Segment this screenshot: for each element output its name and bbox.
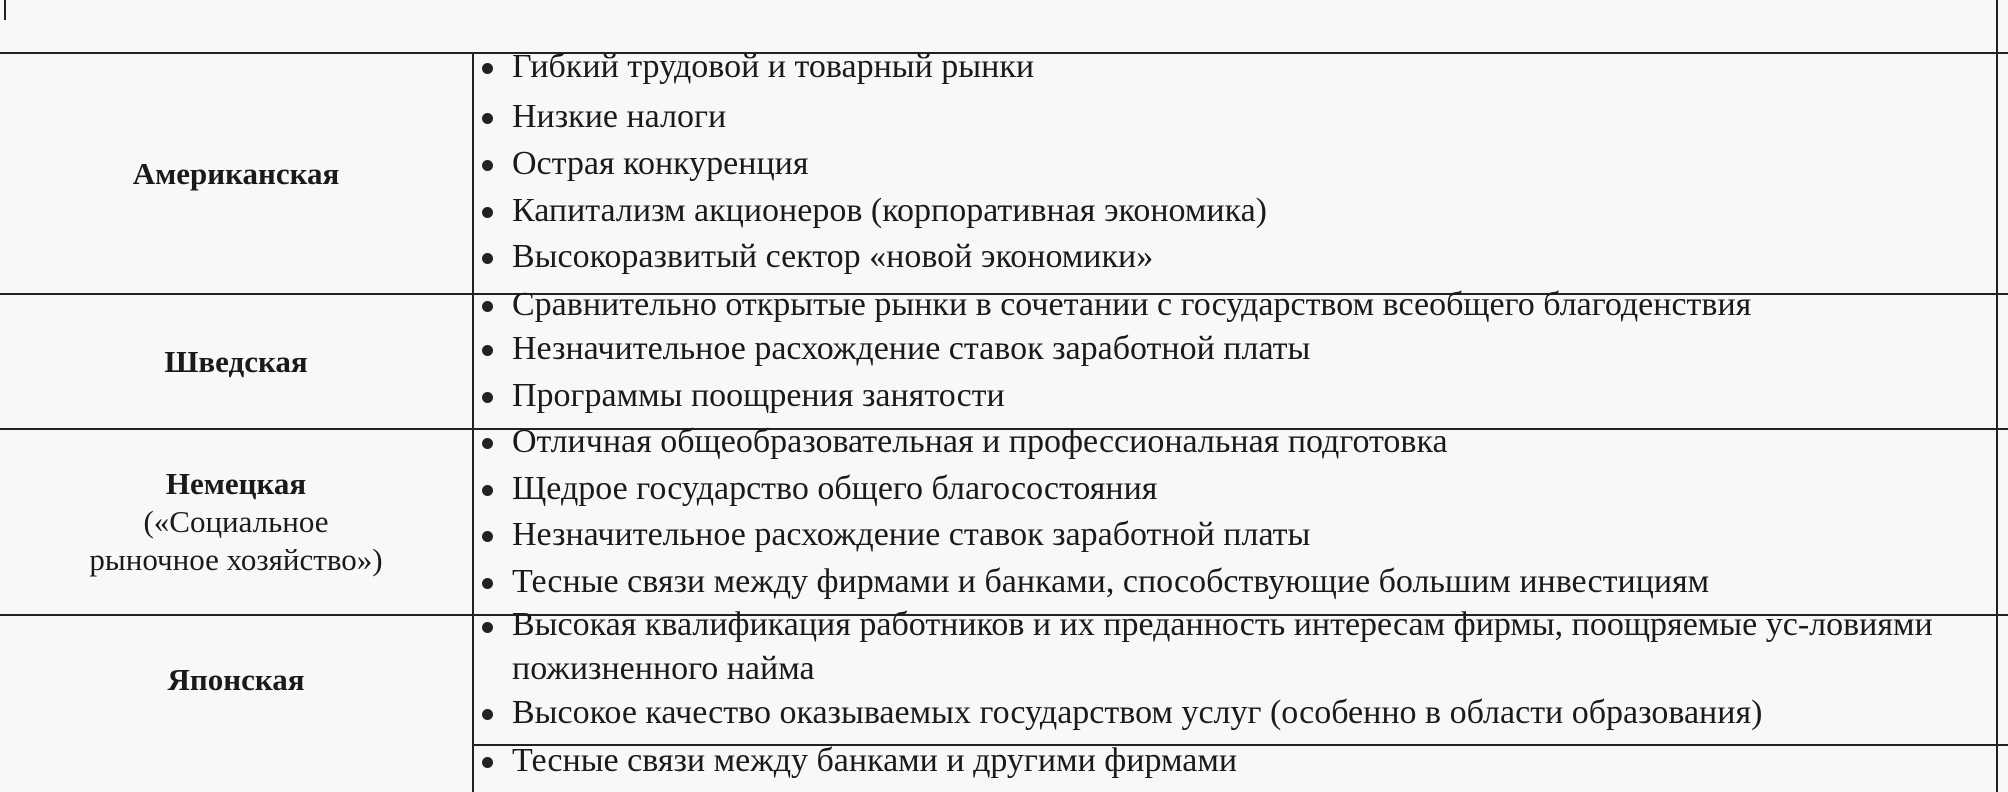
bullet-icon <box>482 113 493 124</box>
row-name-cell <box>0 616 472 744</box>
row-name-cell <box>0 54 472 293</box>
document-page: Американская Гибкий трудовой и товарный рынки Низкие налоги Острая конкуренция Капитализм акционеров (корпоративная экономика) Высокоразвитый сектор «новой экономики» Шведская Сравнительно открытые рынки в сочетании с государством всеобщего благоденствия Незначительное расхождение ставок заработной платы Программы поощрения занятости Немецкая («Социальное рыночное хозяйство») Отличная общеобразовательная и профессиональная подготовка Щедрое государство общего благосостояния Незначительное расхождение ставок заработной платы Тесные связи между фирмами и банками, способствующие большим инвестициям Японская Высокая квалификация работников и их преданность интересам фирмы, поощряемые ус-ловиями пожизненного найма Высокое качество оказываемых государством услуг (особенно в области образования) Тесные связи между банками и другими фирмами <box>0 0 2008 792</box>
row-name: Немецкая <box>165 466 307 502</box>
row-name: Японская <box>167 662 305 698</box>
bullet-icon <box>482 438 493 449</box>
bullet-icon <box>482 757 493 768</box>
bullet-icon <box>482 531 493 542</box>
bullet-icon <box>482 301 493 312</box>
bullet-icon <box>482 709 493 720</box>
bullet-icon <box>482 160 493 171</box>
bullet-icon <box>482 345 493 356</box>
bullet-icon <box>482 392 493 403</box>
bullet-icon <box>482 207 493 218</box>
bullet-icon <box>482 622 493 633</box>
page-left-edge-line <box>4 0 6 20</box>
column-divider <box>472 52 474 792</box>
row-name-cell <box>0 295 472 428</box>
bullet-icon <box>482 485 493 496</box>
row-name: Американская <box>132 155 340 191</box>
bullet-icon <box>482 63 493 74</box>
bullet-icon <box>482 578 493 589</box>
row-name-cell <box>0 430 472 614</box>
row-subtitle: («Социальное рыночное хозяйство») <box>89 504 383 577</box>
row-name: Шведская <box>164 343 308 379</box>
bullet-icon <box>482 253 493 264</box>
table-right-border <box>1996 0 1998 792</box>
